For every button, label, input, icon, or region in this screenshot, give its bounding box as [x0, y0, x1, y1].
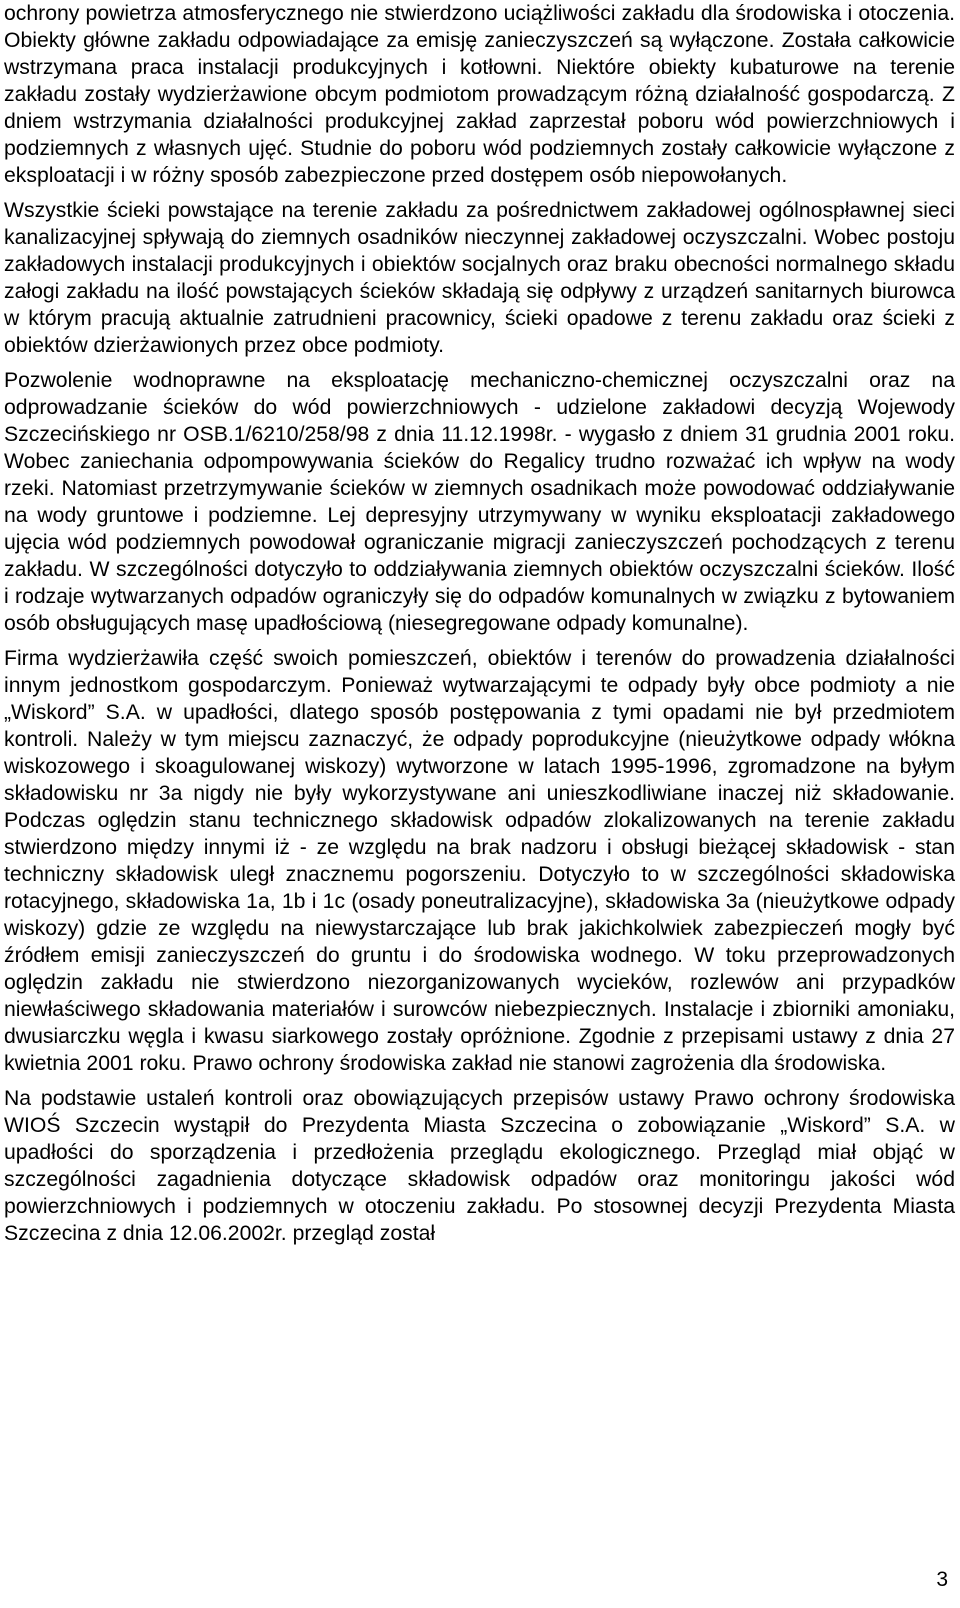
paragraph-water-permit: Pozwolenie wodnoprawne na eksploatację mechaniczno-chemicznej oczyszczalni oraz na odprowadzanie ścieków do wód powierzchniowych - udzielone zakładowi decyzją Wojewody Szczecińskiego nr OSB.1/6210/258/98 z dnia 11.12.1998r. - wygasło z dniem 31 grudnia 2001 roku. Wobec zaniechania odpompowywania ścieków do Regalicy trudno rozważać ich wpływ na wody rzeki. Natomiast przetrzymywanie ścieków w ziemnych osadnikach może powodować oddziaływanie na wody gruntowe i podziemne. Lej depresyjny utrzymywany w wyniku eksploatacji zakładowego ujęcia wód podziemnych powodował ograniczanie migracji zanieczyszczeń pochodzących z terenu zakładu. W szczególności dotyczyło to oddziaływania ziemnych obiektów oczyszczalni ścieków. Ilość i rodzaje wytwarzanych odpadów ograniczyły się do odpadów komunalnych w związku z bytowaniem osób obsługujących masę upadłościową (niesegregowane odpady komunalne). — [4, 369, 955, 635]
paragraph-gap — [4, 637, 955, 645]
paragraph-ecological-review: Na podstawie ustaleń kontroli oraz obowiązujących przepisów ustawy Prawo ochrony środowiska WIOŚ Szczecin wystąpił do Prezydenta Miasta Szczecina o zobowiązanie „Wiskord” S.A. w upadłości do sporządzenia i przedłożenia przeglądu ekologicznego. Przegląd miał objąć w szczególności zagadnienia dotyczące składowisk odpadów oraz monitoringu jakości wód powierzchniowych i podziemnych w otoczeniu zakładu. Po stosownej decyzji Prezydenta Miasta Szczecina z dnia 12.06.2002r. przegląd został — [4, 1087, 955, 1245]
document-body — [4, 0, 955, 1247]
page-number: 3 — [936, 1568, 948, 1591]
paragraph-sewage: Wszystkie ścieki powstające na terenie zakładu za pośrednictwem zakładowej ogólnospławnej sieci kanalizacyjnej spływają do ziemnych osadników nieczynnej zakładowej oczyszczalni. Wobec postoju zakładowych instalacji produkcyjnych i obiektów socjalnych oraz braku obecności normalnego składu załogi zakładu na ilość powstających ścieków składają się odpływy z urządzeń sanitarnych biurowca w którym pracują aktualnie zatrudnieni pracownicy, ścieki opadowe z terenu zakładu oraz ścieki z obiektów dzierżawionych przez obce podmioty. — [4, 199, 955, 357]
paragraph-gap — [4, 189, 955, 197]
paragraph-gap — [4, 1077, 955, 1085]
paragraph-air-protection: ochrony powietrza atmosferycznego nie stwierdzono uciążliwości zakładu dla środowiska i otoczenia. Obiekty główne zakładu odpowiadające za emisję zanieczyszczeń są wyłączone. Została całkowicie wstrzymana praca instalacji produkcyjnych i kotłowni. Niektóre obiekty kubaturowe na terenie zakładu zostały wydzierżawione obcym podmiotom prowadzącym różną działalność gospodarczą. Z dniem wstrzymania działalności produkcyjnej zakład zaprzestał poboru wód powierzchniowych i podziemnych z własnych ujęć. Studnie do poboru wód podziemnych zostały całkowicie wyłączone z eksploatacji i w różny sposób zabezpieczone przed dostępem osób niepowołanych. — [4, 2, 955, 187]
paragraph-gap — [4, 359, 955, 367]
paragraph-waste-storage: Firma wydzierżawiła część swoich pomieszczeń, obiektów i terenów do prowadzenia działalności innym jednostkom gospodarczym. Ponieważ wytwarzającymi te odpady były obce podmioty a nie „Wiskord” S.A. w upadłości, dlatego sposób postępowania z tymi opadami nie był przedmiotem kontroli. Należy w tym miejscu zaznaczyć, że odpady poprodukcyjne (nieużytkowe odpady włókna wiskozowego i skoagulowanej wiskozy) wytworzone w latach 1995-1996, zgromadzone na byłym składowisku nr 3a nigdy nie były wykorzystywane ani unieszkodliwiane inaczej niż składowanie. Podczas oględzin stanu technicznego składowisk odpadów zlokalizowanych na terenie zakładu stwierdzono między innymi iż - ze względu na brak nadzoru i obsługi bieżącej składowisk - stan techniczny składowisk uległ znacznemu pogorszeniu. Dotyczyło to w szczególności składowiska rotacyjnego, składowiska 1a, 1b i 1c (osady poneutralizacyjne), składowiska 3a (nieużytkowe odpady wiskozy) gdzie ze względu na niewystarczające lub brak jakichkolwiek zabezpieczeń mogły być źródłem emisji zanieczyszczeń do gruntu i do środowiska wodnego. W toku przeprowadzonych oględzin zakładu nie stwierdzono niezorganizowanych wycieków, rozlewów ani przypadków niewłaściwego składowania materiałów i surowców niebezpiecznych. Instalacje i zbiorniki amoniaku, dwusiarczku węgla i kwasu siarkowego zostały opróżnione. Zgodnie z przepisami ustawy z dnia 27 kwietnia 2001 roku. Prawo ochrony środowiska zakład nie stanowi zagrożenia dla środowiska. — [4, 647, 955, 1075]
